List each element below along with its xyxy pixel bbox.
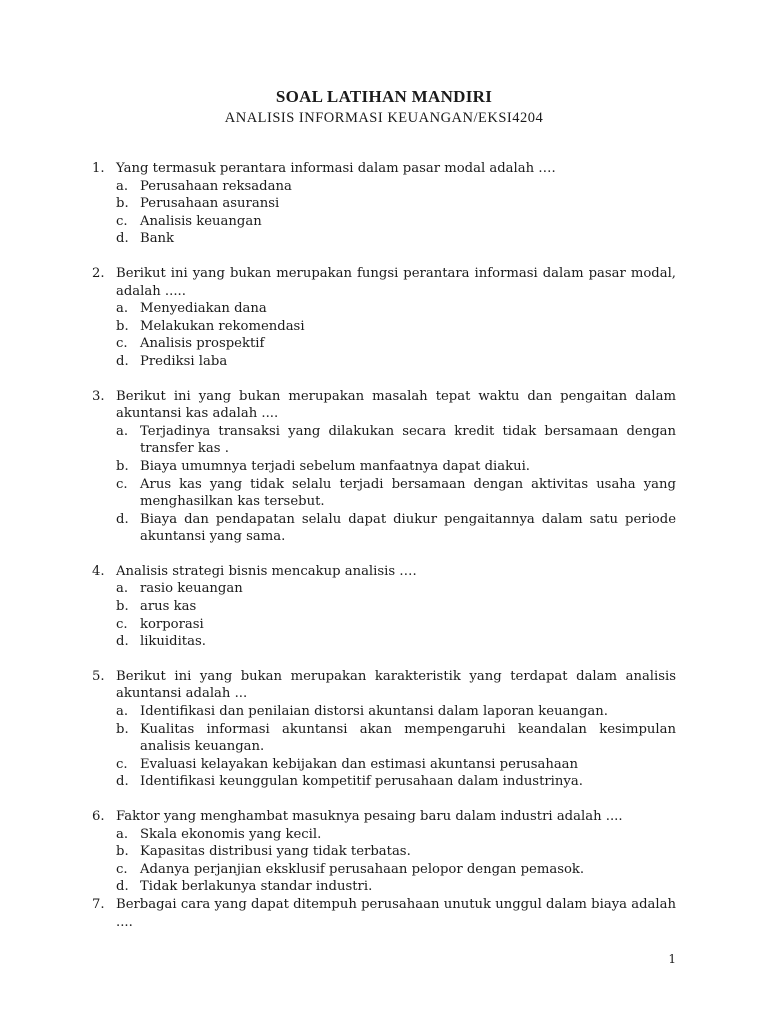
answer-option [92, 458, 676, 476]
question-text: Faktor yang menghambat masuknya pesaing baru dalam industri adalah .... [116, 809, 623, 824]
option-text: Biaya umumnya terjadi sebelum manfaatnya dapat diakui. [140, 458, 530, 474]
question-number: 3. [92, 388, 105, 404]
page-number: 1 [668, 952, 676, 966]
answer-options [92, 703, 676, 791]
option-text: Prediksi laba [140, 353, 228, 369]
answer-option [92, 598, 676, 616]
question-list [92, 160, 676, 948]
question-line [92, 388, 676, 423]
option-letter: a. [116, 581, 129, 597]
option-letter: d. [116, 634, 129, 650]
option-letter: c. [116, 476, 128, 492]
question-item [92, 668, 676, 791]
question-item [92, 160, 676, 248]
question-line [92, 668, 676, 703]
question-item [92, 563, 676, 651]
answer-options [92, 580, 676, 650]
answer-option [92, 616, 676, 634]
question-number: 4. [92, 563, 105, 579]
answer-option [92, 230, 676, 248]
option-text: arus kas [140, 599, 197, 615]
answer-option [92, 756, 676, 774]
option-letter: b. [116, 721, 129, 737]
question-text: Yang termasuk perantara informasi dalam pasar modal adalah …. [116, 161, 556, 176]
option-letter: a. [116, 301, 129, 317]
option-text: Biaya dan pendapatan selalu dapat diukur pengaitannya dalam satu periode akuntansi yang sama. [140, 511, 676, 545]
answer-options [92, 300, 676, 370]
question-number: 6. [92, 809, 105, 824]
option-text: Perusahaan reksadana [140, 178, 292, 194]
option-text: Kualitas informasi akuntansi akan mempengaruhi keandalan kesimpulan analisis keuangan. [140, 721, 676, 755]
option-letter: b. [116, 318, 129, 334]
option-letter: d. [116, 879, 129, 895]
answer-options [92, 826, 676, 896]
answer-option [92, 476, 676, 511]
answer-option [92, 300, 676, 318]
question-item [92, 388, 676, 546]
option-letter: a. [116, 423, 129, 439]
question-number: 7. [92, 896, 105, 912]
question-line [92, 160, 676, 178]
option-text: Kapasitas distribusi yang tidak terbatas. [140, 844, 411, 860]
answer-options [92, 423, 676, 546]
option-letter: b. [116, 196, 129, 212]
option-letter: a. [116, 178, 129, 194]
answer-option [92, 633, 676, 651]
question-text: Analisis strategi bisnis mencakup analisis …. [116, 563, 417, 579]
question-text: Berikut ini yang bukan merupakan karakteristik yang terdapat dalam analisis akuntansi adalah ... [116, 668, 676, 702]
answer-option [92, 213, 676, 231]
option-text: Identifikasi keunggulan kompetitif perusahaan dalam industrinya. [140, 774, 583, 790]
answer-option [92, 878, 676, 896]
question-text: Berikut ini yang bukan merupakan fungsi perantara informasi dalam pasar modal, adalah ..... [116, 265, 676, 299]
question-line [92, 265, 676, 300]
question-item [92, 896, 676, 931]
answer-option [92, 843, 676, 861]
option-letter: c. [116, 213, 128, 229]
option-text: Identifikasi dan penilaian distorsi akuntansi dalam laporan keuangan. [140, 704, 608, 720]
option-text: Adanya perjanjian eksklusif perusahaan pelopor dengan pemasok. [140, 861, 585, 877]
option-letter: b. [116, 844, 129, 860]
answer-option [92, 353, 676, 371]
option-text: Analisis prospektif [140, 336, 265, 352]
option-text: rasio keuangan [140, 581, 243, 597]
option-letter: c. [116, 336, 128, 352]
option-text: Menyediakan dana [140, 301, 267, 317]
option-text: Skala ekonomis yang kecil. [140, 826, 322, 842]
document-title: SOAL LATIHAN MANDIRI [275, 87, 493, 106]
option-letter: c. [116, 861, 128, 877]
answer-options [92, 178, 676, 248]
option-text: Evaluasi kelayakan kebijakan dan estimasi akuntansi perusahaan [140, 756, 579, 772]
option-letter: a. [116, 826, 129, 842]
option-text: Perusahaan asuransi [140, 196, 280, 212]
question-number: 1. [92, 161, 105, 176]
option-letter: c. [116, 756, 128, 772]
question-line [92, 896, 676, 931]
document-header [0, 86, 768, 128]
option-letter: d. [116, 231, 129, 247]
option-text: likuiditas. [140, 634, 206, 650]
option-letter: d. [116, 774, 129, 790]
option-letter: c. [116, 616, 128, 632]
question-line [92, 808, 676, 826]
option-letter: b. [116, 599, 129, 615]
answer-option [92, 773, 676, 791]
option-text: Tidak berlakunya standar industri. [140, 879, 373, 895]
answer-option [92, 423, 676, 458]
option-text: Arus kas yang tidak selalu terjadi bersamaan dengan aktivitas usaha yang menghasilkan kas tersebut. [140, 476, 676, 510]
answer-option [92, 318, 676, 336]
answer-option [92, 335, 676, 353]
question-text: Berbagai cara yang dapat ditempuh perusahaan unutuk unggul dalam biaya adalah .... [116, 896, 676, 930]
answer-option [92, 826, 676, 844]
answer-option [92, 703, 676, 721]
option-letter: a. [116, 704, 129, 720]
option-text: Bank [140, 231, 175, 247]
answer-option [92, 721, 676, 756]
option-letter: d. [116, 511, 129, 527]
option-letter: b. [116, 458, 129, 474]
answer-option [92, 861, 676, 879]
answer-option [92, 511, 676, 546]
option-text: Analisis keuangan [140, 213, 262, 229]
option-text: Melakukan rekomendasi [140, 318, 305, 334]
answer-option [92, 580, 676, 598]
answer-option [92, 195, 676, 213]
question-item [92, 808, 676, 896]
document-subtitle: ANALISIS INFORMASI KEUANGAN/EKSI4204 [224, 110, 544, 126]
answer-option [92, 178, 676, 196]
question-number: 2. [92, 265, 105, 281]
option-letter: d. [116, 353, 129, 369]
option-text: Terjadinya transaksi yang dilakukan secara kredit tidak bersamaan dengan transfer kas . [140, 423, 676, 457]
option-text: korporasi [140, 616, 204, 632]
question-text: Berikut ini yang bukan merupakan masalah tepat waktu dan pengaitan dalam akuntansi kas adalah .... [116, 388, 676, 422]
question-item [92, 265, 676, 371]
question-number: 5. [92, 668, 105, 684]
question-line [92, 563, 676, 581]
